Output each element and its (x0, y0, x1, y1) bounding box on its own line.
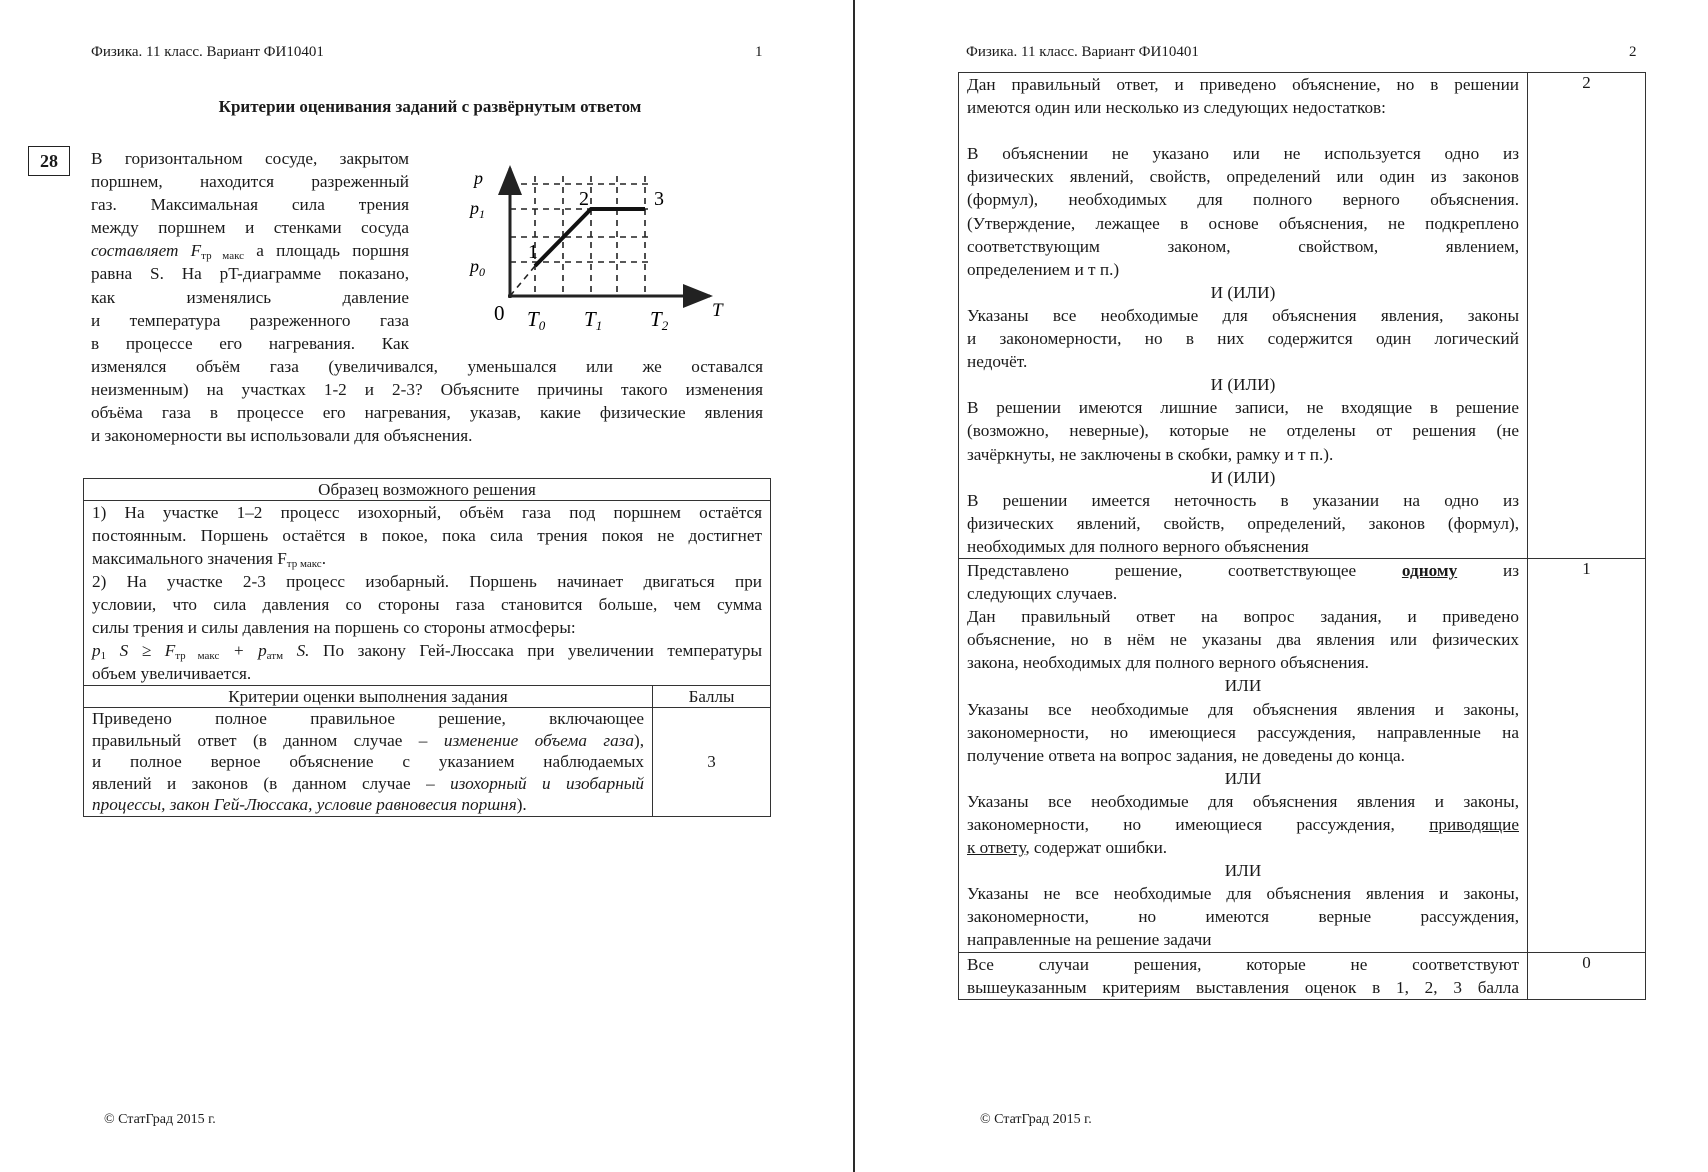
criteria-header: Критерии оценки выполнения задания (84, 686, 653, 708)
page-divider (853, 0, 855, 1172)
row-line: В объяснении не указано или не используется одно из (967, 144, 1519, 164)
task-line: неизменным) на участках 1-2 и 2-3? Объясните причины такого изменения (91, 380, 763, 400)
row-line: объяснение, но в нём не указаны два явления или физических (967, 630, 1519, 650)
task-line-rest: а площадь поршня (244, 241, 409, 261)
row-line: имеются один или несколько из следующих недостатков: (967, 98, 1386, 118)
row-line: Указаны все необходимые для объяснения явления и законы, (967, 791, 1519, 811)
solution-line: силы трения и силы давления на поршень со стороны атмосферы: (92, 618, 576, 637)
row-line: В решении имеются лишние записи, не входящие в решение (967, 398, 1519, 418)
solution-formula-line: $p_1$ $S \ge F_{тр макс} + p_{атм}$ S. По закону Гей-Люссака при увеличении температуры (92, 641, 763, 662)
score-row-1-value: 1 (1528, 558, 1646, 952)
row-line: зачёркнуты, не заключены в скобки, рамку и т п.). (967, 444, 1334, 464)
row-line: закона, необходимых для полного верного объяснения. (967, 653, 1369, 673)
point-1-label: 1 (528, 241, 538, 263)
row-line: Представлено решение, соответствующее одному из (967, 560, 1519, 580)
task-text-full (91, 355, 763, 447)
or-separator: И (ИЛИ) (1210, 282, 1276, 302)
row-line: Дан правильный ответ на вопрос задания, и приведено (967, 607, 1519, 627)
or-separator: ИЛИ (1224, 768, 1262, 788)
T2-label: T2 (650, 307, 669, 333)
axis-p-label: p (474, 168, 483, 188)
task-line (91, 239, 409, 262)
row-line: получение ответа на вопрос задания, не доведены до конца. (967, 745, 1405, 765)
task-line: между поршнем и стенками сосуда (91, 218, 409, 238)
solution-header: Образец возможного решения (84, 479, 771, 501)
criteria-cell (84, 708, 653, 817)
row-line: недочёт. (967, 352, 1028, 372)
right-header-title: Физика. 11 класс. Вариант ФИ10401 (966, 44, 1199, 60)
solution-table (83, 478, 771, 817)
row-line: к ответу, содержат ошибки. (967, 838, 1168, 858)
solution-line: 2) На участке 2-3 процесс изобарный. Поршень начинает двигаться при (92, 572, 762, 591)
row-line: (Утверждение, лежащее в основе объяснения, не подкреплено (967, 213, 1519, 233)
task-line: газ. Максимальная сила трения (91, 195, 409, 215)
force-subscript: тр макс (286, 558, 322, 570)
origin-label: 0 (494, 301, 505, 325)
score-row-0-text (959, 952, 1528, 999)
row-line: Дан правильный ответ, и приведено объяснение, но в решении (967, 75, 1519, 94)
solution-line: 1) На участке 1–2 процесс изохорный, объём газа под поршнем остаётся (92, 503, 762, 522)
solution-line: постоянным. Поршень остаётся в покое, пока сила трения покоя не достигнет (92, 526, 762, 545)
row-line: направленные на решение задачи (967, 930, 1212, 950)
task-number-badge: 28 (28, 146, 70, 176)
row-line: (формул), необходимых для полного верного объяснения. (967, 190, 1519, 210)
criteria-score: 3 (653, 708, 771, 817)
row-line: физических явлений, свойств, определений, законов (формул), (967, 513, 1519, 533)
force-symbol: составляет F (91, 241, 202, 261)
score-row-2-value: 2 (1528, 73, 1646, 559)
score-row-2-text (959, 73, 1528, 559)
row-line: физических явлений, свойств, определений или один из законов (967, 167, 1519, 187)
right-footer: © СтатГрад 2015 г. (980, 1112, 1092, 1127)
score-row-1-text (959, 558, 1528, 952)
row-line: Все случаи решения, которые не соответствуют (967, 954, 1519, 974)
solution-line: условии, что сила давления со стороны газа становится больше, чем сумма (92, 595, 762, 614)
score-table (958, 72, 1646, 1000)
left-footer: © СтатГрад 2015 г. (104, 1112, 216, 1127)
row-line: Указаны не все необходимые для объяснения явления и законы, (967, 884, 1519, 904)
pt-diagram (460, 158, 730, 338)
criteria-line: явлений и законов (в данном случае – изохорный и изобарный (92, 773, 644, 793)
or-separator: И (ИЛИ) (1210, 467, 1276, 487)
task-line: объёма газа в процессе его нагревания, указав, какие физические явления (91, 403, 763, 423)
left-page-number: 1 (755, 44, 763, 60)
task-line: равна S. На pT-диаграмме показано, (91, 264, 409, 284)
row-line: закономерности, но имеются верные рассуждения, (967, 907, 1519, 927)
criteria-line: и полное верное объяснение с указанием наблюдаемых (92, 752, 644, 771)
solution-body (84, 501, 771, 686)
row-line: определением и т п.) (967, 259, 1120, 279)
blank-line (967, 119, 1519, 142)
right-page-number: 2 (1629, 44, 1637, 60)
criteria-line: процессы, закон Гей-Люссака, условие равновесия поршня). (92, 795, 527, 814)
section-title: Критерии оценивания заданий с развёрнутым ответом (218, 97, 642, 116)
T0-label: T0 (527, 307, 546, 333)
task-text-narrow (91, 147, 409, 355)
p1-label: $p_1$ (470, 198, 485, 221)
row-line: Указаны все необходимые для объяснения явления и законы, (967, 699, 1519, 719)
point-2-label: 2 (579, 188, 589, 210)
row-line: соответствующим законом, свойством, явлением, (967, 236, 1519, 256)
point-3-label: 3 (654, 188, 664, 210)
criteria-line: правильный ответ (в данном случае – изменение объема газа), (92, 730, 644, 750)
task-line: в процессе его нагревания. Как (91, 333, 409, 353)
row-line: В решении имеется неточность в указании на одно из (967, 490, 1519, 510)
score-row-0-value: 0 (1528, 952, 1646, 999)
row-line: закономерности, но имеющиеся рассуждения, приводящие (967, 815, 1519, 834)
row-line: вышеуказанным критериям выставления оценок в 1, 2, 3 балла (967, 977, 1519, 997)
task-line: как изменялись давление (91, 287, 409, 307)
task-line: В горизонтальном сосуде, закрытом (91, 149, 409, 168)
row-line: Указаны все необходимые для объяснения явления, законы (967, 305, 1519, 325)
points-header: Баллы (653, 686, 771, 708)
task-line: поршнем, находится разреженный (91, 172, 409, 192)
T1-label: T1 (584, 307, 603, 333)
row-line: (возможно, неверные), которые не отделены от решения (не (967, 421, 1519, 441)
row-line: закономерности, но имеющиеся рассуждения, направленные на (967, 722, 1519, 742)
or-separator: И (ИЛИ) (1210, 375, 1276, 395)
task-line: и температура разреженного газа (91, 310, 409, 330)
solution-line: максимального значения $F_{тр макс}$. (92, 549, 326, 570)
row-line: необходимых для полного верного объяснения (967, 536, 1309, 556)
axis-T-label: T (712, 300, 723, 321)
or-separator: ИЛИ (1224, 861, 1262, 881)
task-line: изменялся объём газа (увеличивался, уменьшался или же оставался (91, 357, 763, 376)
emphasis-one: одному (1401, 560, 1458, 580)
row-line: следующих случаев. (967, 584, 1118, 604)
task-line: и закономерности вы использовали для объяснения. (91, 426, 473, 446)
row-line: и закономерности, но в них содержится один логический (967, 329, 1519, 349)
criteria-line: Приведено полное правильное решение, включающее (92, 709, 644, 728)
or-separator: ИЛИ (1224, 676, 1262, 696)
force-subscript: тр макс (201, 250, 245, 263)
p0-label: $p_0$ (470, 256, 485, 279)
left-header-title: Физика. 11 класс. Вариант ФИ10401 (91, 44, 324, 60)
solution-line: объем увеличивается. (92, 664, 252, 683)
